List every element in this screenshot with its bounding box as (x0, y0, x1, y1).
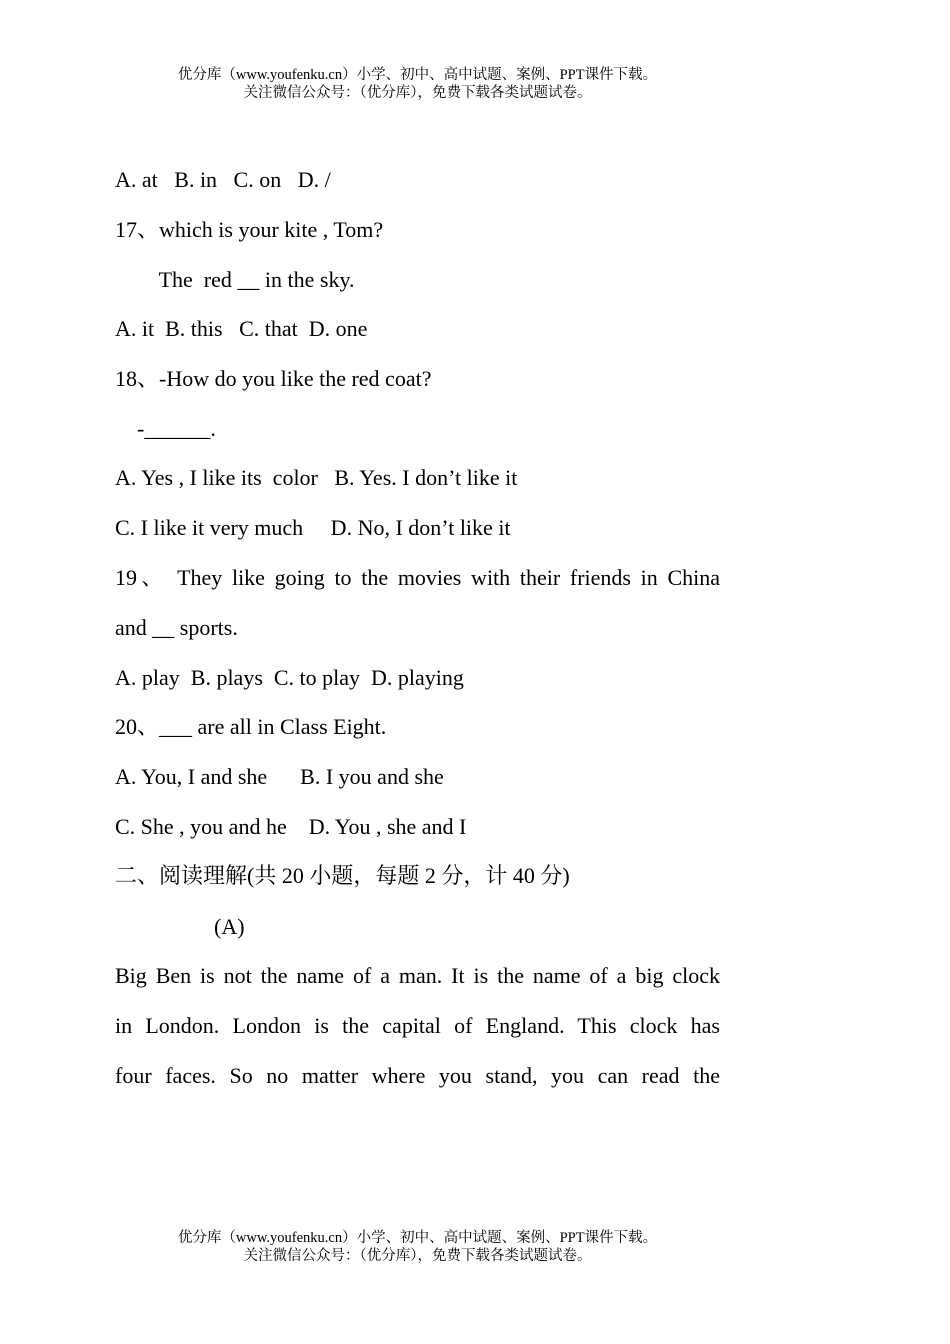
section-heading: 二、阅读理解(共 20 小题，每题 2 分，计 40 分) (115, 863, 570, 888)
q20-options-ab: A. You, I and she B. I you and she (115, 764, 444, 789)
page-header (0, 66, 835, 102)
page-footer (0, 1229, 835, 1265)
q18-question: 18、-How do you like the red coat? (115, 366, 432, 391)
header-line-1: 优分库（www.youfenku.cn）小学、初中、高中试题、案例、PPT课件下载。 (177, 67, 658, 83)
q17-question: 17、which is your kite , Tom? (115, 217, 384, 242)
passage-line-2: in London. London is the capital of England. This clock has (115, 1013, 720, 1038)
footer-line-1: 优分库（www.youfenku.cn）小学、初中、高中试题、案例、PPT课件下载。 (177, 1230, 658, 1246)
q19-question: 19、 They like going to the movies with their friends in China (115, 565, 720, 590)
q19-options: A. play B. plays C. to play D. playing (115, 665, 464, 690)
q18-options-cd: C. I like it very much D. No, I don’t like it (115, 515, 511, 540)
q19-question-cont: and __ sports. (115, 615, 238, 640)
q20-question: 20、___ are all in Class Eight. (115, 714, 387, 739)
header-line-2: 关注微信公众号：（优分库），免费下载各类试题试卷。 (243, 85, 592, 101)
passage-line-1: Big Ben is not the name of a man. It is the name of a big clock (115, 963, 720, 988)
q18-answer-line: -______. (115, 416, 216, 441)
q18-options-ab: A. Yes , I like its color B. Yes. I don’t like it (115, 465, 518, 490)
q17-answer-line: The red __ in the sky. (115, 267, 355, 292)
q20-options-cd: C. She , you and he D. You , she and I (115, 814, 467, 839)
passage-label: (A) (115, 914, 245, 939)
q17-options: A. it B. this C. that D. one (115, 316, 368, 341)
q16-options: A. at B. in C. on D. / (115, 167, 331, 192)
footer-line-2: 关注微信公众号：（优分库），免费下载各类试题试卷。 (243, 1248, 592, 1264)
passage-line-3: four faces. So no matter where you stand, you can read the (115, 1063, 720, 1088)
